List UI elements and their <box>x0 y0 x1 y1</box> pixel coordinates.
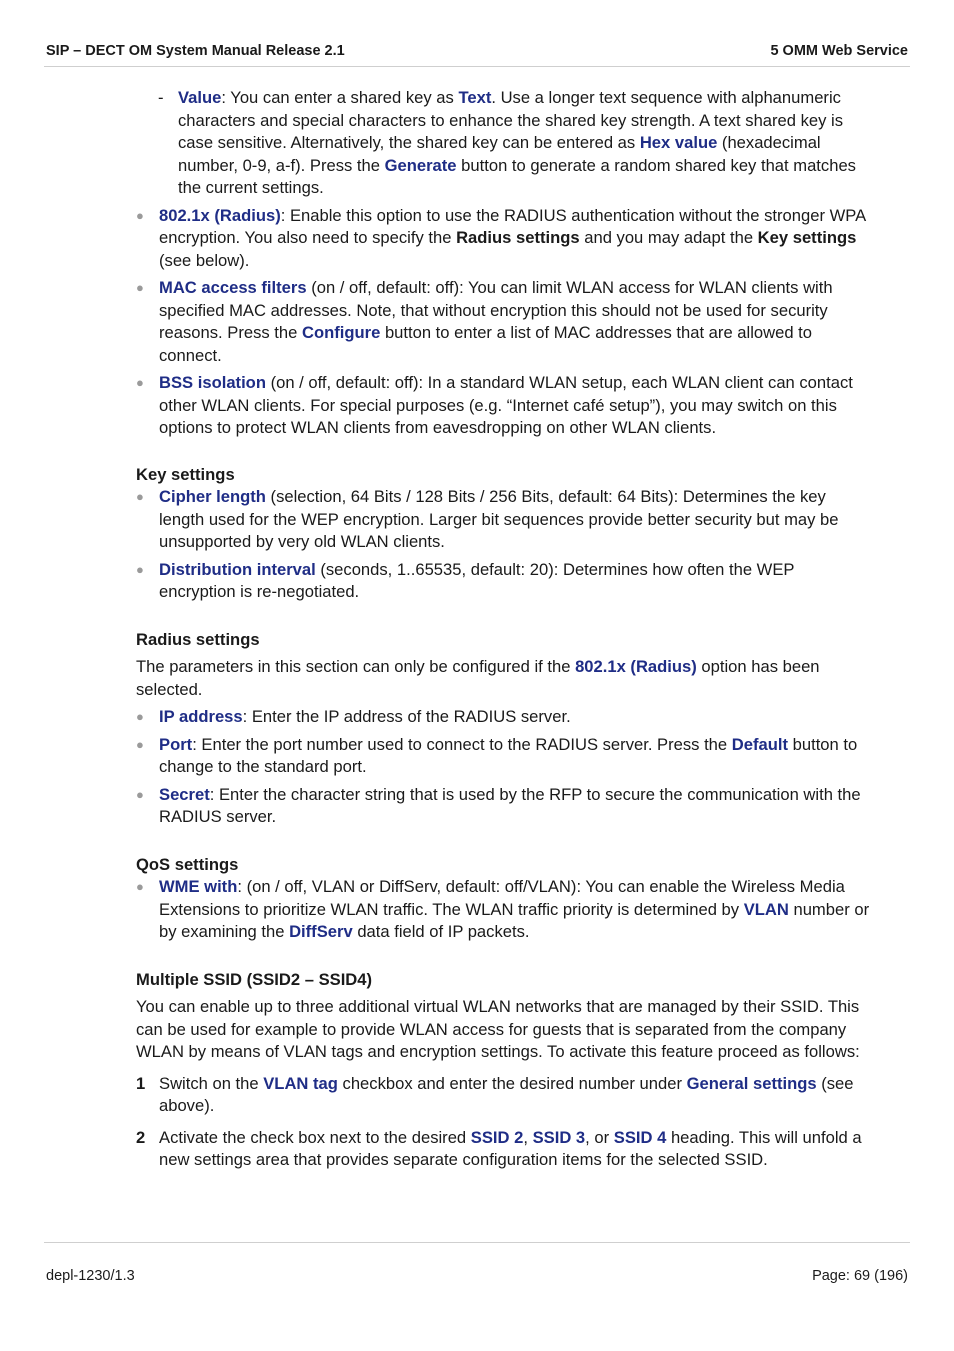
header-document-title: SIP – DECT OM System Manual Release 2.1 <box>46 43 345 59</box>
heading-multiple-ssid: Multiple SSID (SSID2 – SSID4) <box>136 969 373 989</box>
keyword-ip-address: IP address <box>159 707 243 726</box>
heading-key-settings: Key settings <box>136 464 235 484</box>
list-item-mac-filters: ● MAC access filters (on / off, default: off): You can limit WLAN access for WLAN clients with specified MAC addresses. Note, that without encryption this should not be used for security reasons. Press the Configure button to enter a list of MAC addresses that are allowed to connect. <box>136 277 871 367</box>
list-item-cipher-length: ● Cipher length (selection, 64 Bits / 128 Bits / 256 Bits, default: 64 Bits): Determines the key length used for the WEP encryption. Larger bit sequences provide better security but may be unsupported by very old WLAN clients. <box>136 486 871 554</box>
keyword-802-1x-radius: 802.1x (Radius) <box>159 205 281 225</box>
bullet-icon: ● <box>136 879 144 894</box>
keyword-general-settings: General settings <box>686 1073 817 1093</box>
bullet-icon: ● <box>136 280 144 295</box>
keyword-bss-isolation: BSS isolation <box>159 373 266 392</box>
value-subitem <box>158 87 871 200</box>
page-header <box>44 42 910 67</box>
bullet-icon: ● <box>136 736 144 752</box>
keyword-vlan: VLAN <box>743 899 789 919</box>
keyword-vlan-tag: VLAN tag <box>263 1073 338 1093</box>
keyword-ssid-4: SSID 4 <box>613 1127 667 1147</box>
heading-radius-settings: Radius settings <box>136 629 260 649</box>
keyword-port: Port <box>159 734 193 754</box>
page-content <box>136 87 871 1181</box>
page-footer <box>44 1242 910 1284</box>
list-item-port: ● Port: Enter the port number used to connect to the RADIUS server. Press the Default button to change to the standard port. <box>136 734 871 779</box>
keyword-diffserv: DiffServ <box>289 922 353 941</box>
footer-page-number: Page: 69 (196) <box>812 1268 908 1284</box>
bullet-icon: ● <box>136 786 144 802</box>
keyword-ssid-2: SSID 2 <box>470 1127 524 1147</box>
keyword-802-1x-radius: 802.1x (Radius) <box>575 657 697 676</box>
header-chapter-title: 5 OMM Web Service <box>770 43 908 59</box>
keyword-default: Default <box>731 734 789 754</box>
bullet-icon: ● <box>136 489 144 504</box>
list-item-distribution-interval: ● Distribution interval (seconds, 1..65535, default: 20): Determines how often the WEP encryption is re-negotiated. <box>136 559 871 604</box>
value-subitem-text: Value: You can enter a shared key as Text. Use a longer text sequence with alphanumeric characters and special characters to enhance the shared key strength. A text shared key is case sensitive. Alternatively, the shared key can be entered as Hex value (hexadecimal number, 0-9, a-f). Press the Generate button to generate a random shared key that matches the current settings. <box>178 88 856 197</box>
list-item-secret: ● Secret: Enter the character string that is used by the RFP to secure the communication with the RADIUS server. <box>136 784 871 829</box>
keyword-hex-value: Hex value <box>639 133 718 152</box>
step-2: 2 Activate the check box next to the desired SSID 2, SSID 3, or SSID 4 heading. This will unfold a new settings area that provides separate configuration items for the selected SSID. <box>136 1127 871 1172</box>
keyword-distribution-interval: Distribution interval <box>159 559 316 579</box>
step-number: 1 <box>136 1073 146 1093</box>
keyword-ssid-3: SSID 3 <box>532 1127 586 1147</box>
keyword-secret: Secret <box>159 784 210 804</box>
bullet-icon: ● <box>136 561 144 577</box>
footer-document-id: depl-1230/1.3 <box>46 1268 135 1284</box>
paragraph-multiple-ssid-intro: You can enable up to three additional virtual WLAN networks that are managed by their SSID. This can be used for example to provide WLAN access for guests that is separated from the company WLAN by means of VLAN tags and encryption settings. To activate this feature proceed as follows: <box>136 997 860 1061</box>
keyword-value: Value <box>178 88 222 107</box>
step-number: 2 <box>136 1127 146 1147</box>
keyword-cipher-length: Cipher length <box>159 487 266 506</box>
list-item-radius: ● 802.1x (Radius): Enable this option to use the RADIUS authentication without the stronger WPA encryption. You also need to specify the Radius settings and you may adapt the Key settings (see below). <box>136 205 871 273</box>
keyword-mac-access-filters: MAC access filters <box>159 278 307 297</box>
keyword-configure: Configure <box>301 323 381 342</box>
heading-qos-settings: QoS settings <box>136 854 239 874</box>
keyword-text: Text <box>458 88 492 107</box>
keyword-wme-with: WME with <box>159 877 238 896</box>
list-item-bss-isolation: ● BSS isolation (on / off, default: off): In a standard WLAN setup, each WLAN client can contact other WLAN clients. For special purposes (e.g. “Internet café setup”), you may switch on this options to protect WLAN clients from eavesdropping on other WLAN clients. <box>136 372 871 440</box>
bullet-icon: ● <box>136 207 144 223</box>
bullet-icon: ● <box>136 709 144 724</box>
paragraph-radius-intro: The parameters in this section can only be configured if the 802.1x (Radius) option has been selected. <box>136 657 820 699</box>
step-1: 1 Switch on the VLAN tag checkbox and enter the desired number under General settings (see above). <box>136 1073 871 1118</box>
list-item-wme: ● WME with: (on / off, VLAN or DiffServ, default: off/VLAN): You can enable the Wireless Media Extensions to prioritize WLAN traffic. The WLAN traffic priority is determined by VLAN number or by examining the DiffServ data field of IP packets. <box>136 876 871 944</box>
bullet-icon: ● <box>136 375 144 390</box>
keyword-generate: Generate <box>384 155 457 175</box>
list-item-ip-address: ● IP address: Enter the IP address of the RADIUS server. <box>136 706 871 729</box>
dash-marker: - <box>158 88 164 107</box>
